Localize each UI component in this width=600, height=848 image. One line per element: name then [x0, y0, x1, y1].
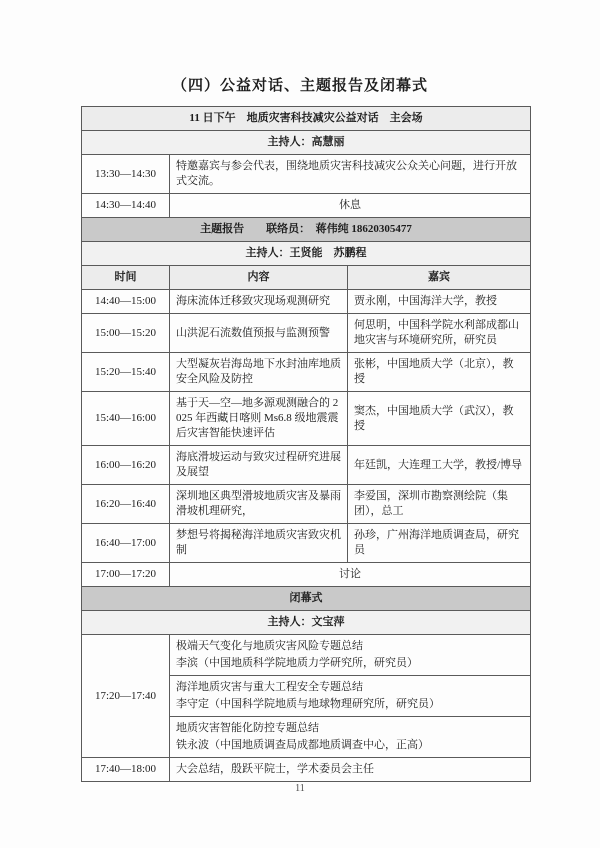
content-cell: 山洪泥石流数值预报与监测预警 — [170, 314, 348, 353]
guest-cell: 贾永刚，中国海洋大学，教授 — [348, 290, 531, 314]
time-cell: 16:40—17:00 — [82, 524, 170, 563]
table-row — [82, 611, 531, 635]
table-row — [82, 353, 531, 392]
table-row — [82, 290, 531, 314]
content-cell: 梦想号将揭秘海洋地质灾害致灾机制 — [170, 524, 348, 563]
column-header-content: 内容 — [170, 266, 348, 290]
table-row — [82, 758, 531, 782]
table-row — [82, 155, 531, 194]
host1-cell: 主持人：高慧丽 — [82, 131, 531, 155]
summary-speaker: 李滨（中国地质科学院地质力学研究所，研究员） — [176, 657, 418, 669]
closing-header-cell: 闭幕式 — [82, 587, 531, 611]
content-cell: 海床流体迁移致灾现场观测研究 — [170, 290, 348, 314]
host2-cell: 主持人：王贤能 苏鹏程 — [82, 242, 531, 266]
summary-topic: 海洋地质灾害与重大工程安全专题总结 — [176, 681, 363, 693]
content-cell — [170, 676, 531, 717]
time-cell: 15:20—15:40 — [82, 353, 170, 392]
column-header-time: 时间 — [82, 266, 170, 290]
content-cell: 海底滑坡运动与致灾过程研究进展及展望 — [170, 446, 348, 485]
table-row — [82, 107, 531, 131]
guest-cell: 年廷凯，大连理工大学，教授/博导 — [348, 446, 531, 485]
time-cell: 17:20—17:40 — [82, 635, 170, 758]
table-row — [82, 635, 531, 676]
table-row — [82, 314, 531, 353]
summary-topic: 极端天气变化与地质灾害风险专题总结 — [176, 640, 363, 652]
table-row — [82, 587, 531, 611]
guest-cell: 李爱国，深圳市勘察测绘院（集团），总工 — [348, 485, 531, 524]
report-header-cell: 主题报告 联络员： 蒋伟纯 18620305477 — [82, 218, 531, 242]
table-row — [82, 194, 531, 218]
content-cell — [170, 717, 531, 758]
time-cell: 17:40—18:00 — [82, 758, 170, 782]
summary-speaker: 铁永波（中国地质调查局成都地质调查中心，正高） — [176, 739, 429, 751]
table-row — [82, 392, 531, 446]
table-row — [82, 524, 531, 563]
time-cell: 16:20—16:40 — [82, 485, 170, 524]
time-cell: 13:30—14:30 — [82, 155, 170, 194]
table-row — [82, 131, 531, 155]
content-cell: 深圳地区典型滑坡地质灾害及暴雨滑坡机理研究， — [170, 485, 348, 524]
summary-topic: 地质灾害智能化防控专题总结 — [176, 722, 319, 734]
guest-cell: 窦杰，中国地质大学（武汉），教授 — [348, 392, 531, 446]
table-header-row — [82, 266, 531, 290]
time-cell: 15:40—16:00 — [82, 392, 170, 446]
content-cell: 休息 — [170, 194, 531, 218]
time-cell: 14:30—14:40 — [82, 194, 170, 218]
host3-cell: 主持人：文宝萍 — [82, 611, 531, 635]
time-cell: 16:00—16:20 — [82, 446, 170, 485]
table-row — [82, 218, 531, 242]
summary-speaker: 李守定（中国科学院地质与地球物理研究所，研究员） — [176, 698, 440, 710]
content-cell: 大会总结，殷跃平院士，学术委员会主任 — [170, 758, 531, 782]
table-row — [82, 446, 531, 485]
doc-title: （四）公益对话、主题报告及闭幕式 — [171, 78, 428, 94]
content-cell — [170, 635, 531, 676]
page-number: 11 — [295, 783, 305, 794]
table-row — [82, 563, 531, 587]
guest-cell: 孙珍，广州海洋地质调查局，研究员 — [348, 524, 531, 563]
time-cell: 17:00—17:20 — [82, 563, 170, 587]
column-header-guest: 嘉宾 — [348, 266, 531, 290]
content-cell: 讨论 — [170, 563, 531, 587]
schedule-table — [81, 106, 531, 782]
guest-cell: 何思明，中国科学院水利部成都山地灾害与环境研究所，研究员 — [348, 314, 531, 353]
content-cell: 大型凝灰岩海岛地下水封油库地质安全风险及防控 — [170, 353, 348, 392]
time-cell: 15:00—15:20 — [82, 314, 170, 353]
table-row — [82, 242, 531, 266]
content-cell: 特邀嘉宾与参会代表，围绕地质灾害科技减灾公众关心问题，进行开放式交流。 — [170, 155, 531, 194]
session-header-cell: 11 日下午 地质灾害科技减灾公益对话 主会场 — [82, 107, 531, 131]
guest-cell: 张彬，中国地质大学（北京），教授 — [348, 353, 531, 392]
content-cell: 基于天—空—地多源观测融合的 2025 年西藏日喀则 Ms6.8 级地震震后灾害智能快速评估 — [170, 392, 348, 446]
table-row — [82, 485, 531, 524]
time-cell: 14:40—15:00 — [82, 290, 170, 314]
